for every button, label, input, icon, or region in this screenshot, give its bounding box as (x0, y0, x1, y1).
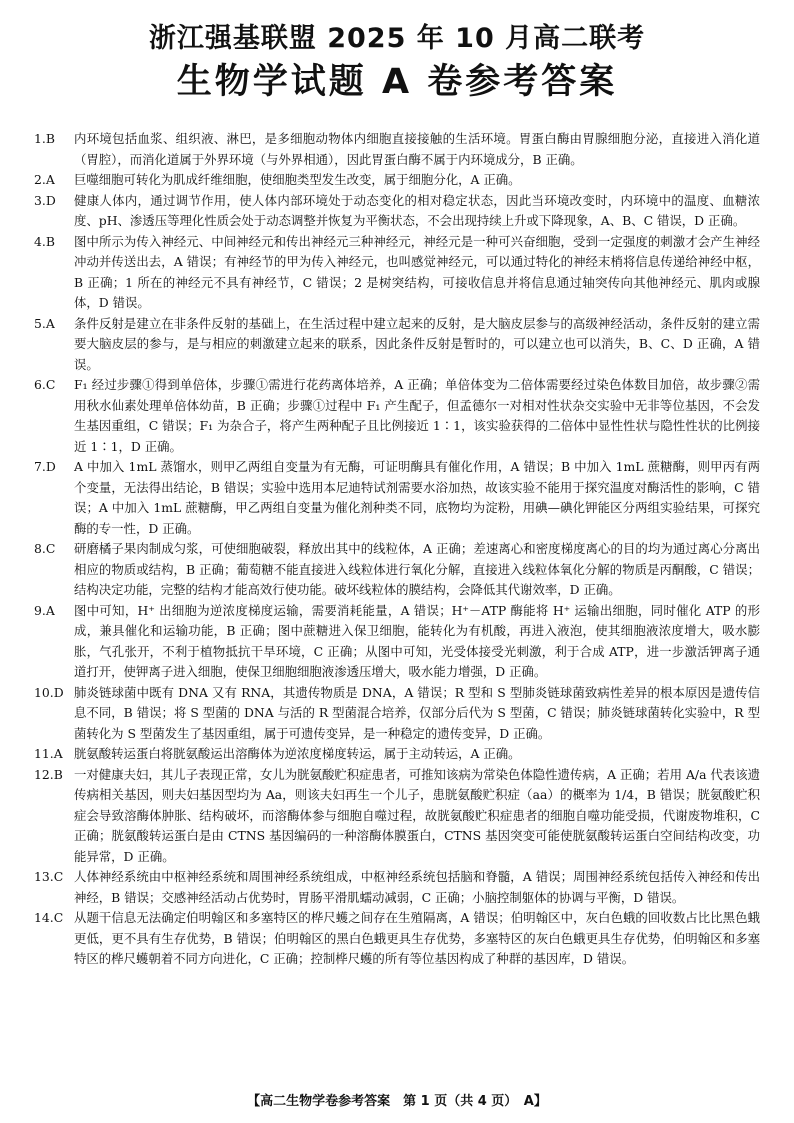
answer-number: 7.D (34, 459, 56, 474)
answer-explanation: A 中加入 1mL 蒸馏水，则甲乙两组自变量为有无酶，可证明酶具有催化作用，A 错误；B 中加入 1mL 蔗糖酶，则甲丙有两个变量，无法得出结论，B 错误；实验中选用本尼迪特试剂需要水浴加热，故该实验不能用于探究温度对酶活性的影响，C 错误；A 中加入 1mL 蔗糖酶，甲乙两组自变量为催化剂种类不同，底物均为淀粉，用碘—碘化钾能区分两组实验结果，可探究酶的专一性，D 正确。 (74, 459, 760, 536)
answer-explanation: 一对健康夫妇，其儿子表现正常，女儿为胱氨酸贮积症患者，可推知该病为常染色体隐性遗传病，A 正确；若用 A/a 代表该遗传病相关基因，则夫妇基因型均为 Aa，则该夫妇再生一个儿子，患胱氨酸贮积症（aa）的概率为 1/4，B 错误；胱氨酸贮积症会导致溶酶体肿胀、结构破坏，而溶酶体参与细胞自噬过程，故胱氨酸贮积症患者的细胞自噬功能受损，代谢废物堆积，C 正确；胱氨酸转运蛋白是由 CTNS 基因编码的一种溶酶体膜蛋白，CTNS 基因突变可能使胱氨酸转运蛋白空间结构改变，功能异常，D 正确。 (74, 766, 760, 864)
page-footer: 【高二生物学卷参考答案 第 1 页（共 4 页） A】 (247, 1094, 547, 1109)
answer-number: 6.C (34, 377, 56, 392)
answer-item (34, 867, 760, 908)
answer-item (34, 170, 760, 191)
answer-explanation: 研磨橘子果肉制成匀浆，可使细胞破裂，释放出其中的线粒体，A 正确；差速离心和密度梯度离心的目的均为通过离心分离出相应的物质或结构，B 正确；葡萄糖不能直接进入线粒体进行氧化分解，直接进入线粒体氧化分解的物质是丙酮酸，C 错误；结构决定功能，完整的结构才能高效行使功能。破坏线粒体的膜结构，会降低其代谢效率，D 正确。 (74, 541, 760, 597)
answer-explanation: 内环境包括血浆、组织液、淋巴，是多细胞动物体内细胞直接接触的生活环境。胃蛋白酶由胃腺细胞分泌，直接进入消化道（胃腔），而消化道属于外界环境（与外界相通），因此胃蛋白酶不属于内环境成分，B 正确。 (74, 131, 760, 167)
answer-item (34, 457, 760, 539)
answer-number: 10.D (34, 684, 64, 700)
answer-number: 12.B (34, 766, 63, 782)
answer-item (34, 765, 760, 868)
answer-number: 8.C (34, 541, 56, 556)
answer-explanation: 图中所示为传入神经元、中间神经元和传出神经元三种神经元，神经元是一种可兴奋细胞，受到一定强度的刺激才会产生神经冲动并传送出去，A 错误；有神经节的甲为传入神经元，也叫感觉神经元，可以通过特化的神经末梢将信息传递给神经中枢，B 正确；1 所在的神经元不具有神经节，C 错误；2 是树突结构，可接收信息并将信息通过轴突传向其他神经元、肌肉或腺体，D 错误。 (74, 233, 760, 310)
answer-item (34, 232, 760, 314)
answer-number: 14.C (34, 910, 64, 925)
answer-number: 9.A (34, 602, 55, 618)
answer-explanation: 巨噬细胞可转化为肌成纤维细胞，使细胞类型发生改变，属于细胞分化，A 正确。 (74, 172, 521, 187)
answer-item (34, 375, 760, 457)
answer-explanation: 胱氨酸转运蛋白将胱氨酸运出溶酶体为逆浓度梯度转运，属于主动转运，A 正确。 (74, 746, 521, 761)
answer-item (34, 744, 760, 765)
answer-item (34, 683, 760, 745)
answer-key-title: 生物学试题 A 卷参考答案 (176, 62, 618, 102)
answer-number: 1.B (34, 131, 55, 146)
answer-number: 2.A (34, 172, 55, 187)
answer-explanation: 图中可知，H⁺ 出细胞为逆浓度梯度运输，需要消耗能量，A 错误；H⁺－ATP 酶能将 H⁺ 运输出细胞，同时催化 ATP 的形成，兼具催化和运输功能，B 正确；图中蔗糖进入保卫细胞，能转化为有机酸，再进入液泡，使其细胞液浓度增大，吸水膨胀，气孔张开，不利于植物抵抗干旱环境，C 正确；从图中可知，光受体接受光刺激，利于合成 ATP，进一步激活钾离子通道打开，使钾离子进入细胞，使保卫细胞细胞液渗透压增大，吸水能力增强，D 正确。 (74, 602, 760, 679)
answer-explanation: 肺炎链球菌中既有 DNA 又有 RNA，其遗传物质是 DNA，A 错误；R 型和 S 型肺炎链球菌致病性差异的根本原因是遗传信息不同，B 错误；将 S 型菌的 DNA 与活的 R 型菌混合培养，仅部分后代为 S 型菌，C 错误；肺炎链球菌转化实验中，R 型菌转化为 S 型菌发生了基因重组，属于可遗传变异，是一种稳定的遗传变异，D 正确。 (74, 684, 760, 741)
answer-explanation: 条件反射是建立在非条件反射的基础上，在生活过程中建立起来的反射，是大脑皮层参与的高级神经活动，条件反射的建立需要大脑皮层的参与，是与相应的刺激建立起来的联系，因此条件反射是暂时的，可以建立也可以消失，B、C、D 正确，A 错误。 (74, 315, 760, 372)
answer-explanation: 从题干信息无法确定伯明翰区和多塞特区的桦尺蠖之间存在生殖隔离，A 错误；伯明翰区中，灰白色蛾的回收数占比比黑色蛾更低，更不具有生存优势，B 错误；伯明翰区的黑白色蛾更具生存优势，多塞特区的灰白色蛾更具生存优势，伯明翰区和多塞特区的桦尺蠖朝着不同方向进化，C 正确；控制桦尺蠖的所有等位基因构成了种群的基因库，D 错误。 (74, 910, 760, 966)
answer-explanation: F₁ 经过步骤①得到单倍体，步骤①需进行花药离体培养，A 正确；单倍体变为二倍体需要经过染色体数目加倍，故步骤②需用秋水仙素处理单倍体幼苗，B 正确；步骤①过程中 F₁ 产生配子，但孟德尔一对相对性状杂交实验中无非等位基因，不会发生基因重组，C 错误；F₁ 为杂合子，将产生两种配子且比例接近 1∶1，该实验获得的二倍体中显性性状与隐性性状的比例接近 1∶1，D 正确。 (74, 377, 760, 454)
exam-header-title: 浙江强基联盟 2025 年 10 月高二联考 (148, 23, 646, 54)
answer-explanation: 人体神经系统由中枢神经系统和周围神经系统组成，中枢神经系统包括脑和脊髓，A 错误；周围神经系统包括传入神经和传出神经，B 错误；交感神经活动占优势时，胃肠平滑肌蠕动减弱，C 正确；小脑控制躯体的协调与平衡，D 错误。 (74, 869, 760, 905)
answer-list (34, 129, 760, 970)
answer-item (34, 539, 760, 601)
answer-item (34, 908, 760, 970)
answer-item (34, 314, 760, 376)
answer-number: 11.A (34, 746, 63, 761)
answer-number: 13.C (34, 869, 64, 884)
answer-item (34, 191, 760, 232)
answer-item (34, 601, 760, 683)
answer-number: 5.A (34, 315, 55, 331)
answer-explanation: 健康人体内，通过调节作用，使人体内部环境处于动态变化的相对稳定状态，因此当环境改变时，内环境中的温度、血糖浓度、pH、渗透压等理化性质会处于动态调整并恢复为平衡状态，不会出现持续上升或下降现象，A、B、C 错误，D 正确。 (74, 192, 760, 228)
answer-number: 4.B (34, 233, 55, 249)
answer-item (34, 129, 760, 170)
answer-number: 3.D (34, 192, 56, 208)
